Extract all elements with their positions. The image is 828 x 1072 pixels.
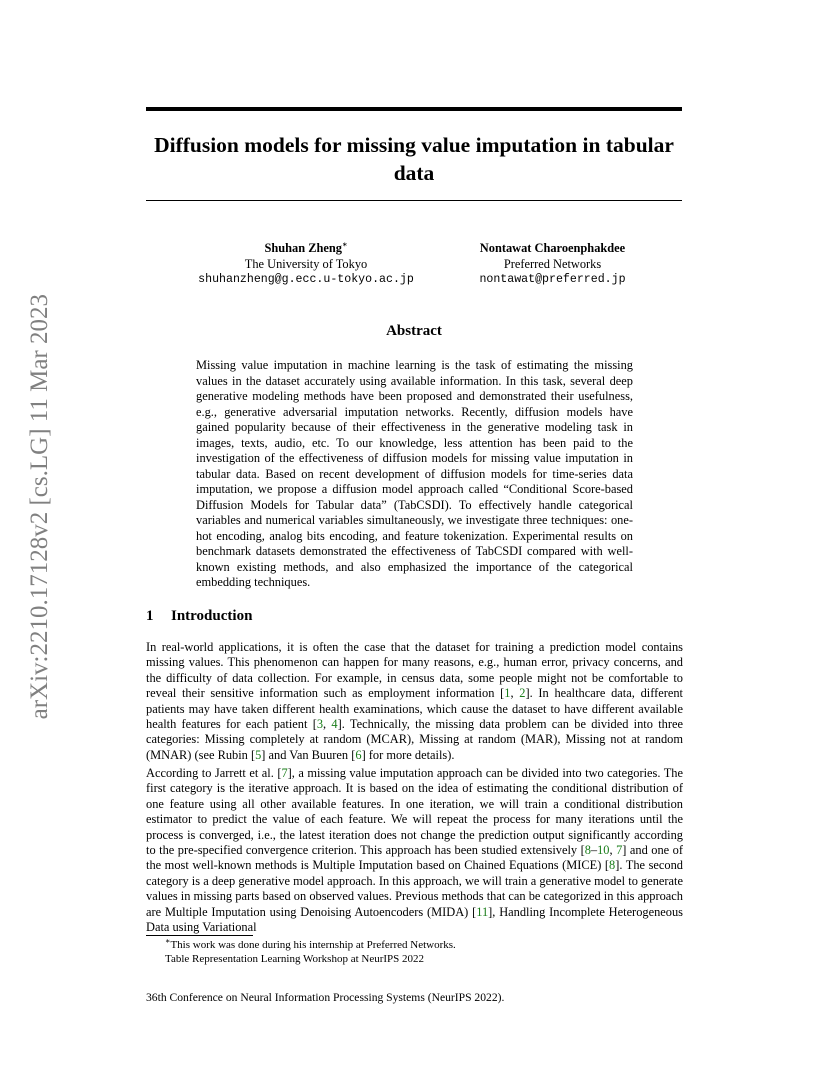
- author-affiliation: Preferred Networks: [503, 257, 602, 271]
- citation-link[interactable]: 1: [504, 686, 511, 701]
- author-name: Nontawat Charoenphakdee: [479, 241, 626, 255]
- citation-link[interactable]: 4: [331, 717, 338, 732]
- footnote-2: [165, 952, 424, 966]
- footnote-marker: ∗: [341, 239, 348, 249]
- arxiv-identifier-text: arXiv:2210.17128v2 [cs.LG] 11 Mar 2023: [26, 294, 53, 720]
- section-heading: [146, 606, 252, 626]
- footnote-text: This work was done during his internship at Preferred Networks.: [170, 939, 456, 951]
- paragraph-text: ,: [510, 686, 520, 701]
- author-name: Shuhan Zheng∗: [264, 239, 348, 255]
- paragraph-text: ,: [323, 717, 332, 732]
- citation-link[interactable]: 11: [476, 904, 489, 919]
- footnote-rule: [146, 935, 253, 936]
- citation-link[interactable]: 8: [609, 858, 616, 873]
- paragraph-text: ]. The second category is a deep generative model approach. In this approach, we will train a generative model to generate values in missing parts based on observed values. Previous methods that can be categorized in this approach are Multiple Imputation using Denoising Autoencoders (MIDA) [: [146, 858, 683, 919]
- title-bottom-rule: [146, 200, 682, 201]
- citation-link[interactable]: 3: [316, 717, 324, 732]
- conference-note: 36th Conference on Neural Information Processing Systems (NeurIPS 2022).: [146, 991, 505, 1004]
- paragraph-text: According to Jarrett et al. [: [146, 766, 282, 780]
- abstract-heading: Abstract: [386, 323, 442, 339]
- section-number: 1: [146, 608, 154, 624]
- footnote-marker: ∗: [165, 936, 171, 946]
- paragraph-text: In real-world applications, it is often the case that the dataset for training a prediction model contains missing values. This phenomenon can happen for many reasons, e.g., human error, privacy concerns, and the difficulty of data collection. For example, in census data, some people might not be comfortable to reveal their sensitive information such as employment information [: [146, 640, 683, 701]
- paragraph-text: ]. Technically, the missing data problem can be divided into three categories: Missing completely at random (MCAR), Missing at random (MAR), Missing not at random (MNAR) (see Rubin [: [146, 717, 683, 762]
- citation-link[interactable]: 7: [616, 843, 623, 858]
- citation-link[interactable]: 7: [281, 766, 288, 780]
- citation-link[interactable]: 10: [597, 843, 610, 858]
- paragraph-text: ,: [609, 843, 617, 858]
- citation-link[interactable]: 8: [584, 843, 591, 858]
- citation-link[interactable]: 5: [255, 747, 262, 762]
- author-email: shuhanzheng@g.ecc.u-tokyo.ac.jp: [198, 273, 414, 286]
- paragraph-text: ] and Van Buuren [: [261, 747, 356, 762]
- author-block-1: [196, 240, 416, 288]
- citation-link[interactable]: 6: [355, 747, 362, 762]
- citation-link[interactable]: 2: [519, 686, 526, 701]
- abstract-text: Missing value imputation in machine learning is the task of estimating the missing values in the dataset accurately using available information. In this task, several deep generative modeling methods have been proposed and demonstrated their usefulness, e.g., generative adversarial imputation networks. Recently, diffusion models have gained popularity because of their effectiveness in the generative modeling task in images, texts, audio, etc. To our knowledge, less attention has been paid to the investigation of the effectiveness of diffusion models for missing value imputation in tabular data. Based on recent development of diffusion models for time-series data imputation, we propose a diffusion model approach called “Conditional Score-based Diffusion Models for Tabular data” (TabCSDI). To effectively handle categorical variables and numerical variables simultaneously, we investigate three techniques: one-hot encoding, analog bits encoding, and feature tokenization. Experimental results on benchmark datasets demonstrated the effectiveness of TabCSDI compared with well-known existing methods, and also emphasized the importance of the categorical embedding techniques.: [196, 358, 633, 589]
- paper-title: Diffusion models for missing value imputation in tabular data: [154, 133, 674, 185]
- paragraph-text: ]. In healthcare data, different patients may have taken different health examinations, which cause the dataset to have different available health features for each patient [: [146, 686, 683, 732]
- author-affiliation: The University of Tokyo: [244, 257, 368, 271]
- intro-paragraph-1: [146, 640, 683, 763]
- section-title: Introduction: [171, 608, 253, 624]
- author-block-2: [460, 240, 645, 288]
- paragraph-text: ], Handling Incomplete Heterogeneous Data using Variational: [146, 904, 683, 935]
- arxiv-identifier: [25, 285, 55, 729]
- footnote-text: Table Representation Learning Workshop at NeurIPS 2022: [165, 953, 425, 965]
- footnote-1: [165, 938, 456, 952]
- paragraph-text: ] for more details).: [361, 747, 455, 762]
- title-top-rule: [146, 107, 682, 111]
- paragraph-text: ] and one of the most well-known methods is Multiple Imputation based on Chained Equations (MICE) [: [146, 843, 683, 873]
- author-email: nontawat@preferred.jp: [479, 273, 626, 286]
- paragraph-text: –: [590, 843, 598, 858]
- paragraph-text: ], a missing value imputation approach can be divided into two categories. The first category is the iterative approach. It is based on the idea of estimating the conditional distribution of one feature using all other available features. In one iteration, we will train a conditional distribution estimator to predict the value of each feature. We will repeat the process for many iterations until the process is converged, i.e., the latest iteration does not change the prediction output significantly according to the pre-specified convergence criterion. This approach has been studied extensively [: [146, 766, 683, 858]
- intro-paragraph-2: [146, 766, 683, 935]
